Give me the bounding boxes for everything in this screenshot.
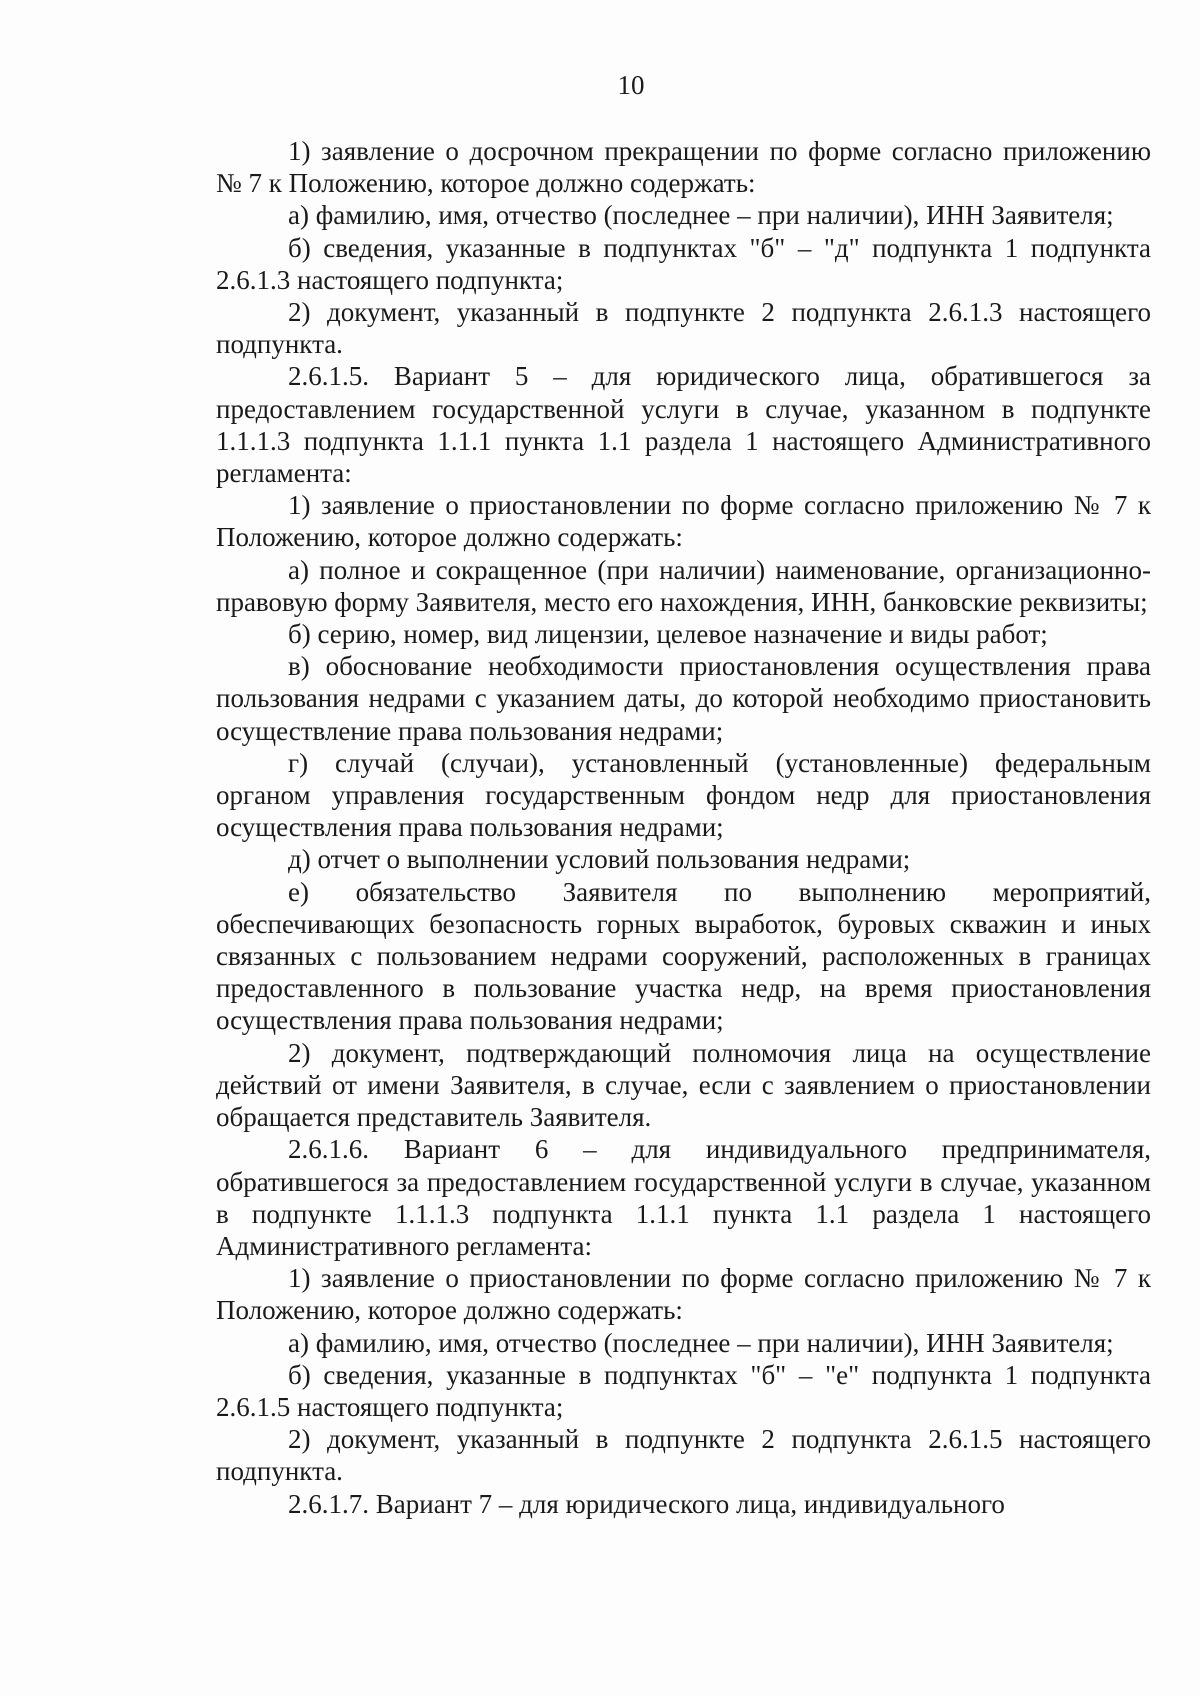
paragraph: 2.6.1.7. Вариант 7 – для юридического лица, индивидуального [288,1488,1005,1519]
paragraph: г) случай (случаи), установленный (установленные) федеральным органом управления государственным фондом недр для приостановления осуществления права пользования недрами; [216,747,1151,843]
paragraph: б) сведения, указанные в подпунктах "б" – "е" подпункта 1 подпункта 2.6.1.5 настоящего подпункта; [216,1359,1151,1422]
page-number: 10 [617,70,645,100]
paragraph: 2) документ, указанный в подпункте 2 подпункта 2.6.1.5 настоящего подпункта. [216,1424,1151,1487]
paragraph: а) фамилию, имя, отчество (последнее – при наличии), ИНН Заявителя; [288,200,1114,231]
paragraph: б) сведения, указанные в подпунктах "б" – "д" подпункта 1 подпункта 2.6.1.3 настоящего подпункта; [216,232,1151,295]
paragraph: б) серию, номер, вид лицензии, целевое назначение и виды работ; [288,619,1048,650]
paragraph: 2.6.1.6. Вариант 6 – для индивидуального предпринимателя, обратившегося за предоставлением государственной услуги в случае, указанном в подпункте 1.1.1.3 подпункта 1.1.1 пункта 1.1 раздела 1 настоящего Административного регламента: [216,1134,1151,1261]
paragraph: 2) документ, подтверждающий полномочия лица на осуществление действий от имени Заявителя, в случае, если с заявлением о приостановлении обращается представитель Заявителя. [216,1037,1151,1133]
paragraph: 1) заявление о приостановлении по форме согласно приложению № 7 к Положению, которое должно содержать: [216,490,1151,553]
paragraph: а) фамилию, имя, отчество (последнее – при наличии), ИНН Заявителя; [288,1327,1114,1358]
document-body [216,135,1151,1520]
paragraph: 2.6.1.5. Вариант 5 – для юридического лица, обратившегося за предоставлением государственной услуги в случае, указанном в подпункте 1.1.1.3 подпункта 1.1.1 пункта 1.1 раздела 1 настоящего Административного регламента: [216,361,1151,489]
paragraph: а) полное и сокращенное (при наличии) наименование, организационно-правовую форму Заявителя, место его нахождения, ИНН, банковские реквизиты; [216,554,1151,617]
paragraph: 1) заявление о приостановлении по форме согласно приложению № 7 к Положению, которое должно содержать: [216,1263,1151,1326]
paragraph: 2) документ, указанный в подпункте 2 подпункта 2.6.1.3 настоящего подпункта. [216,297,1151,360]
paragraph: д) отчет о выполнении условий пользования недрами; [288,844,911,875]
paragraph: в) обоснование необходимости приостановления осуществления права пользования недрами с указанием даты, до которой необходимо приостановить осуществление права пользования недрами; [216,651,1151,746]
paragraph: 1) заявление о досрочном прекращении по форме согласно приложению № 7 к Положению, которое должно содержать: [216,136,1151,199]
paragraph: е) обязательство Заявителя по выполнению мероприятий, обеспечивающих безопасность горных выработок, буровых скважин и иных связанных с пользованием недрами сооружений, расположенных в границах предоставленного в пользование участка недр, на время приостановления осуществления права пользования недрами; [216,876,1151,1036]
